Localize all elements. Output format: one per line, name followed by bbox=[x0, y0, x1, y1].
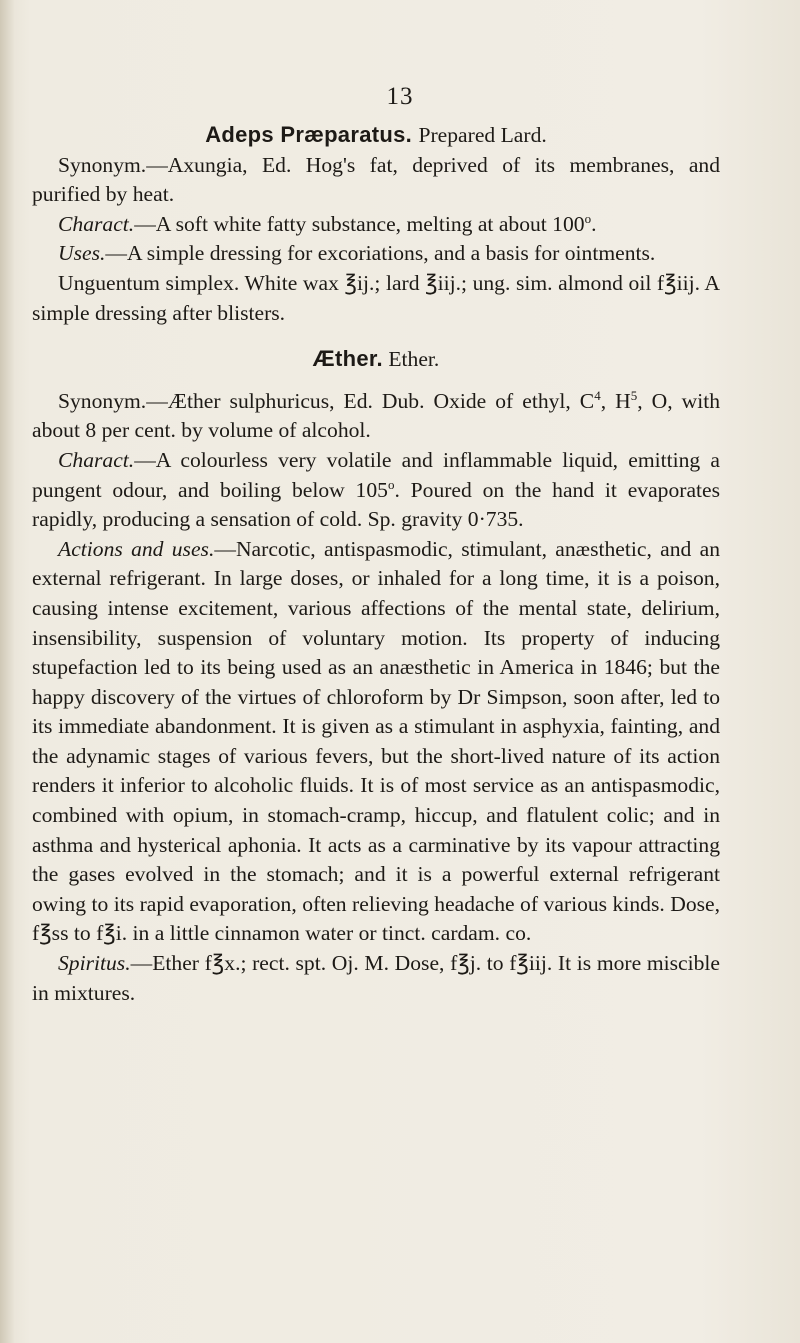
adeps-heading-latin: Adeps Præparatus bbox=[205, 122, 406, 147]
aether-charact-rest: . Poured on the hand it evaporates rapidly, producing a sensation of cold. Sp. gravity 0·735. bbox=[32, 477, 721, 532]
adeps-unguentum: Unguentum simplex. White wax ℥ij.; lard ℥iij.; ung. sim. almond oil f℥iij. A simple dressing after blisters. bbox=[32, 270, 720, 325]
aether-heading bbox=[32, 344, 720, 375]
aether-synonym-a: Synonym.—Æther sulphuricus, Ed. Dub. Oxide of ethyl, C bbox=[58, 388, 595, 413]
aether-spiritus bbox=[32, 949, 720, 1008]
aether-charact bbox=[32, 446, 720, 535]
page-body bbox=[32, 120, 720, 1008]
page-binding-shadow bbox=[0, 0, 14, 1343]
adeps-uses-label: Uses. bbox=[58, 241, 106, 266]
aether-synonym-c: , O, with about 8 per cent. by volume of alcohol. bbox=[32, 388, 720, 443]
aether-heading-latin: Æther. bbox=[312, 346, 383, 372]
aether-hydrogen-sup: 5 bbox=[630, 387, 638, 403]
aether-carbon-sup: 4 bbox=[594, 387, 601, 403]
aether-synonym bbox=[32, 387, 720, 446]
adeps-charact-end: . bbox=[591, 211, 597, 236]
adeps-heading: Adeps Præparatus. Prepared Lard. bbox=[205, 122, 547, 147]
aether-actions-text: —Narcotic, antispasmodic, stimulant, anæsthetic, and an external refrigerant. In large doses, or inhaled for a long time, it is a poison, causing intense excitement, various affections of the mental state, delirium, insensibility, suspension of voluntary motion. Its property of inducing stupefaction led to its being used as an anæsthetic in America in 1846; but the happy discovery of the virtues of chloroform by Dr Simpson, soon after, led to its immediate abandonment. It is given as a stimulant in asphyxia, fainting, and the adynamic stages of various fevers, but the short-lived nature of its action renders it inferior to alcoholic fluids. It is of most service as an antispasmodic, combined with opium, in stomach-cramp, hiccup, and flatulent colic; and in asthma and hysterical aphonia. It acts as a carminative by its vapour attracting the gases evolved in the stomach; and it is a powerful external refrigerant owing to its rapid evaporation, often relieving headache of various kinds. Dose, f℥ss to f℥i. in a little cinnamon water or tinct. cardam. co. bbox=[32, 536, 720, 946]
aether-spiritus-text: —Ether f℥x.; rect. spt. Oj. M. Dose, f℥j. to f℥iij. It is more miscible in mixtures. bbox=[32, 951, 720, 1005]
aether-charact-label: Charact. bbox=[58, 447, 135, 472]
adeps-charact-label: Charact. bbox=[58, 211, 135, 236]
aether-synonym-b: , H bbox=[600, 388, 631, 413]
adeps-uses-text: —A simple dressing for excoriations, and a basis for ointments. bbox=[105, 241, 656, 266]
aether-actions-label: Actions and uses. bbox=[58, 536, 215, 561]
adeps-charact bbox=[32, 210, 720, 240]
aether-spiritus-label: Spiritus. bbox=[58, 951, 131, 976]
adeps-synonym: Synonym.—Axungia, Ed. Hog's fat, deprived of its membranes, and purified by heat. bbox=[32, 152, 720, 207]
page-number: 13 bbox=[386, 83, 414, 110]
adeps-uses bbox=[32, 239, 720, 269]
adeps-charact-text: —A soft white fatty substance, melting at about 100 bbox=[134, 211, 585, 236]
adeps-heading-english: Prepared Lard. bbox=[418, 123, 547, 147]
aether-heading-english: Ether. bbox=[388, 347, 440, 372]
aether-charact-degree: o bbox=[387, 476, 395, 492]
adeps-charact-degree: o bbox=[584, 210, 592, 226]
aether-actions bbox=[32, 535, 720, 949]
aether-charact-text: —A colourless very volatile and inflammable liquid, emitting a pungent odour, and boiling below 105 bbox=[32, 447, 720, 502]
